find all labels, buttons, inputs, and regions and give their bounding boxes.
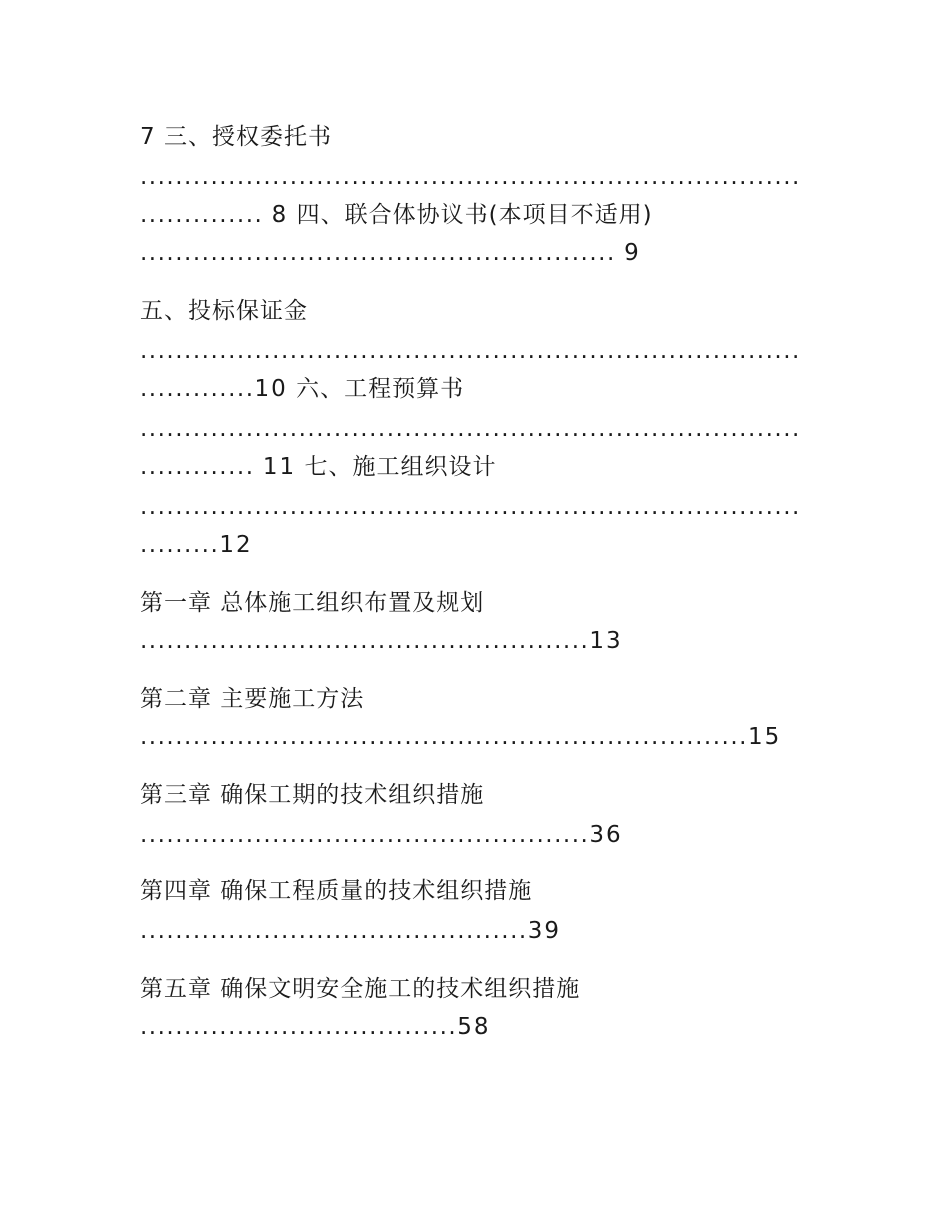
- page-number: 11: [262, 454, 297, 480]
- toc-line-5: [140, 296, 308, 326]
- page-number: 8: [271, 202, 289, 228]
- page-number: 39: [527, 918, 561, 944]
- dot-leader: ......................................................: [140, 240, 616, 266]
- entry-title: 第四章 确保工程质量的技术组织措施: [140, 878, 533, 904]
- toc-line-3: [140, 200, 653, 230]
- dot-leader: ..............: [140, 202, 264, 228]
- entry-title: 第五章 确保文明安全施工的技术组织措施: [140, 976, 581, 1002]
- dot-leader: ...........................................................................: [140, 164, 801, 190]
- dot-leader: ...........................................................................: [140, 338, 801, 364]
- page-number: 9: [624, 240, 641, 266]
- page-number: 10: [254, 376, 288, 402]
- toc-line-6: [140, 336, 801, 366]
- toc-line-13: [140, 626, 623, 656]
- toc-line-12: [140, 588, 484, 618]
- dot-leader: ...........................................................................: [140, 494, 801, 520]
- page-number: 12: [219, 532, 253, 558]
- toc-line-9: [140, 452, 496, 482]
- dot-leader: .............: [140, 454, 255, 480]
- dot-leader: .........: [140, 532, 220, 558]
- toc-line-15: [140, 722, 781, 752]
- entry-title: 六、工程预算书: [296, 376, 465, 402]
- dot-leader: ....................................: [140, 1014, 458, 1040]
- dot-leader: ...................................................: [140, 822, 590, 848]
- toc-line-16: [140, 780, 484, 810]
- entry-title: 四、联合体协议书(本项目不适用): [296, 202, 653, 228]
- toc-line-1: [140, 122, 332, 152]
- toc-line-7: [140, 374, 464, 404]
- dot-leader: .....................................................................: [140, 724, 748, 750]
- entry-title: 七、施工组织设计: [304, 454, 497, 480]
- dot-leader: ............................................: [140, 918, 528, 944]
- dot-leader: ...........................................................................: [140, 416, 801, 442]
- toc-line-20: [140, 974, 580, 1004]
- page-number: 13: [589, 628, 623, 654]
- toc-line-11: [140, 530, 253, 560]
- toc-line-19: [140, 916, 561, 946]
- entry-title: 第二章 主要施工方法: [140, 686, 365, 712]
- toc-line-2: [140, 162, 801, 192]
- toc-line-10: [140, 492, 801, 522]
- entry-title: 五、投标保证金: [140, 298, 308, 324]
- toc-line-8: [140, 414, 801, 444]
- page-number: 58: [457, 1014, 491, 1040]
- toc-line-17: [140, 820, 623, 850]
- toc-line-14: [140, 684, 364, 714]
- page-number: 15: [747, 724, 782, 750]
- dot-leader: .............: [140, 376, 255, 402]
- toc-line-21: [140, 1012, 490, 1042]
- page-number: 36: [589, 822, 623, 848]
- page-number: 7: [140, 124, 156, 150]
- toc-line-18: [140, 876, 532, 906]
- entry-title: 三、授权委托书: [163, 124, 332, 150]
- entry-title: 第一章 总体施工组织布置及规划: [140, 590, 485, 616]
- toc-line-4: [140, 238, 641, 268]
- dot-leader: ...................................................: [140, 628, 590, 654]
- entry-title: 第三章 确保工期的技术组织措施: [140, 782, 485, 808]
